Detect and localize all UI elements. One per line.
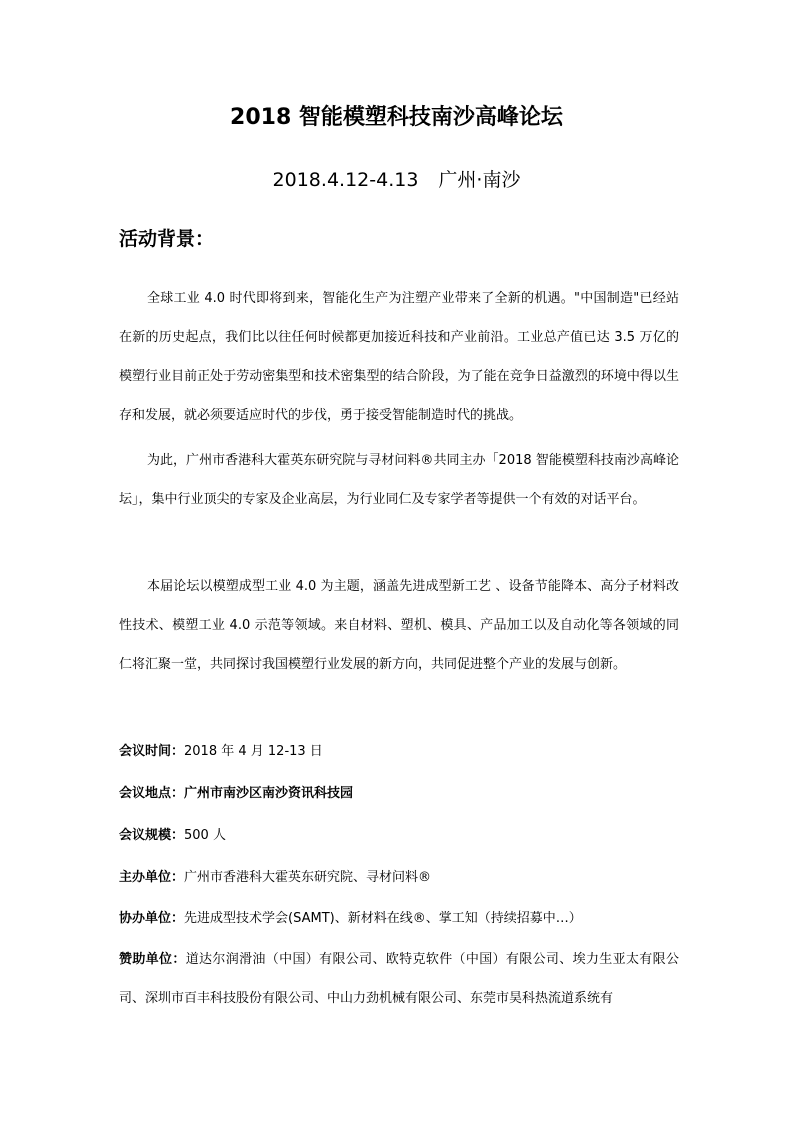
info-label-sponsor: 赞助单位： (119, 952, 186, 967)
info-label-time: 会议时间： (119, 744, 185, 759)
background-paragraph-1: 全球工业 4.0 时代即将到来，智能化生产为注塑产业带来了全新的机遇。"中国制造"已经站在新的历史起点，我们比以往任何时候都更加接近科技和产业前沿。工业总产值已达 3.5 万亿的模塑行业目前正处于劳动密集型和技术密集型的结合阶段，为了能在竞争日益激烈的环境中得以生存和发展，就必须要适应时代的步伐，勇于接受智能制造时代的挑战。 (119, 291, 679, 423)
info-row-place (119, 774, 679, 813)
background-paragraph-3: 本届论坛以模塑成型工业 4.0 为主题，涵盖先进成型新工艺 、设备节能降本、高分子材料改性技术、模塑工业 4.0 示范等领域。来自材料、塑机、模具、产品加工以及自动化等各领域的同仁将汇聚一堂，共同探讨我国模塑行业发展的新方向，共同促进整个产业的发展与创新。 (119, 579, 679, 672)
info-label-coorganizer: 协办单位： (119, 911, 185, 926)
info-row-time (119, 732, 679, 771)
document-title: 2018 智能模塑科技南沙高峰论坛 (230, 105, 563, 130)
section-heading-background: 活动背景： (119, 228, 215, 250)
event-date-location (0, 166, 793, 194)
info-value-place: 广州市南沙区南沙资讯科技园 (184, 786, 354, 801)
info-value-scale: 500 人 (184, 828, 226, 843)
info-label-scale: 会议规模： (119, 828, 185, 843)
event-date: 2018.4.12-4.13 (272, 169, 419, 191)
info-value-host: 广州市香港科大霍英东研究院、寻材问料® (184, 870, 432, 885)
info-label-host: 主办单位： (119, 870, 185, 885)
info-row-host (119, 858, 679, 897)
info-row-scale (119, 816, 679, 855)
background-paragraph-2: 为此，广州市香港科大霍英东研究院与寻材问料®共同主办「2018 智能模塑科技南沙高峰论坛」，集中行业顶尖的专家及企业高层，为行业同仁及专家学者等提供一个有效的对话平台。 (119, 453, 679, 507)
info-row-sponsor (119, 940, 679, 1018)
info-value-sponsor: 道达尔润滑油（中国）有限公司、欧特克软件（中国）有限公司、埃力生亚太有限公司、深圳市百丰科技股份有限公司、中山力劲机械有限公司、东莞市昊科热流道系统有 (119, 952, 679, 1006)
info-value-time: 2018 年 4 月 12-13 日 (184, 744, 323, 759)
info-value-coorganizer: 先进成型技术学会(SAMT)、新材料在线®、掌工知（持续招募中…） (184, 911, 582, 926)
info-row-coorganizer (119, 899, 679, 938)
info-label-place: 会议地点： (119, 786, 185, 801)
event-location: 广州·南沙 (438, 169, 521, 191)
